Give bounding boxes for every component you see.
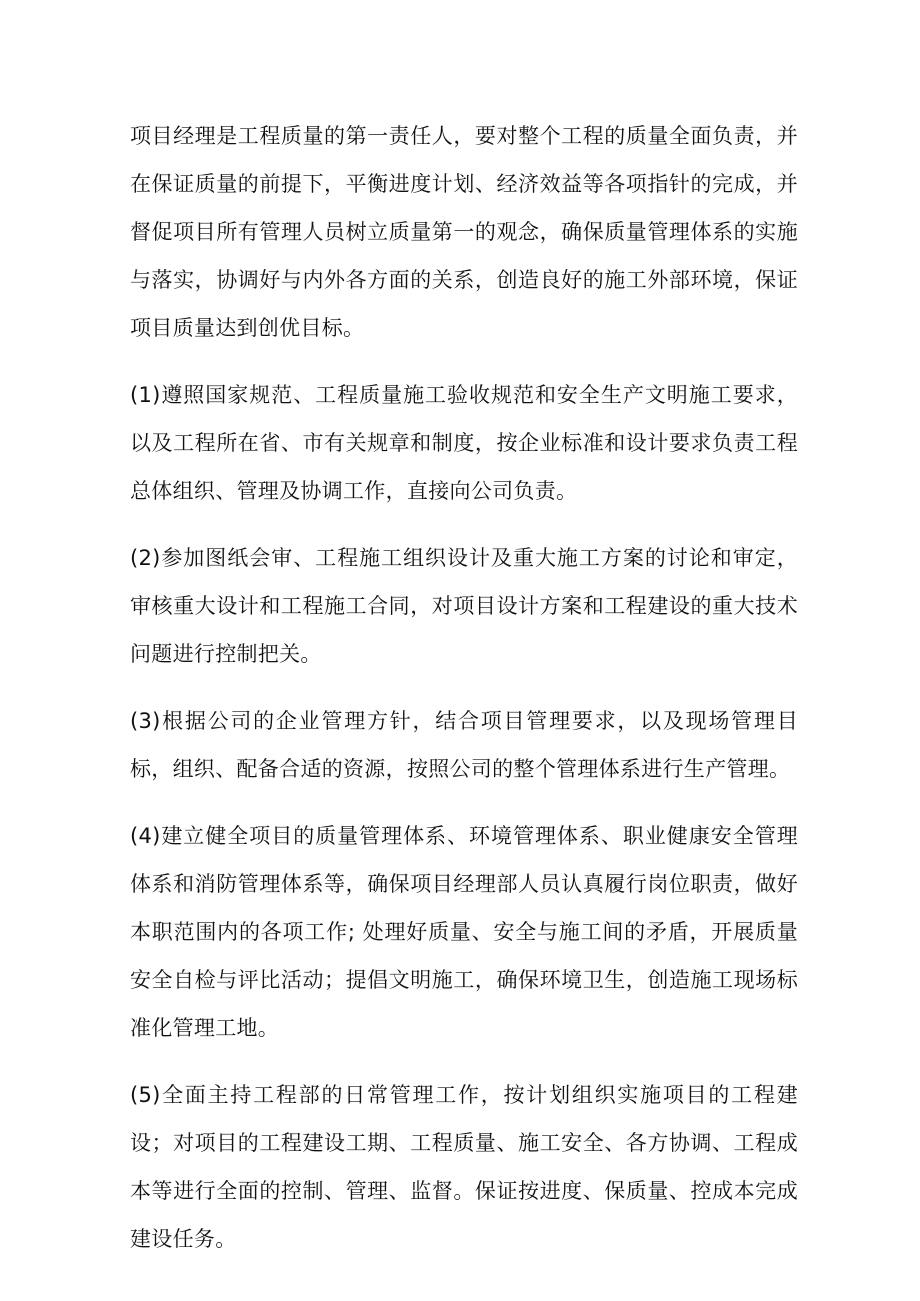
duty-item-4: (4)建立健全项目的质量管理体系、环境管理体系、职业健康安全管理体系和消防管理体系等，确保项目经理部人员认真履行岗位职责，做好本职范围内的各项工作; 处理好质量、安全与施工间的矛盾，开展质量安全自检与评比活动；提倡文明施工，确保环境卫生，创造施工现场标准化管理工地。 xyxy=(130,824,798,1040)
intro-paragraph: 项目经理是工程质量的第一责任人，要对整个工程的质量全面负责，并在保证质量的前提下，平衡进度计划、经济效益等各项指针的完成，并督促项目所有管理人员树立质量第一的观念，确保质量管理体系的实施与落实，协调好与内外各方面的关系，创造良好的施工外部环境，保证项目质量达到创优目标。 xyxy=(130,124,798,340)
duty-item-3: (3)根据公司的企业管理方针，结合项目管理要求，以及现场管理目标，组织、配备合适的资源，按照公司的整个管理体系进行生产管理。 xyxy=(130,709,798,781)
duty-item-5: (5)全面主持工程部的日常管理工作，按计划组织实施项目的工程建设；对项目的工程建设工期、工程质量、施工安全、各方协调、工程成本等进行全面的控制、管理、监督。保证按进度、保质量、控成本完成建设任务。 xyxy=(130,1083,798,1251)
duty-item-1: (1)遵照国家规范、工程质量施工验收规范和安全生产文明施工要求，以及工程所在省、市有关规章和制度，按企业标准和设计要求负责工程总体组织、管理及协调工作，直接向公司负责。 xyxy=(130,383,798,503)
duty-item-2: (2)参加图纸会审、工程施工组织设计及重大施工方案的讨论和审定，审核重大设计和工程施工合同，对项目设计方案和工程建设的重大技术问题进行控制把关。 xyxy=(130,546,798,666)
document-body xyxy=(130,112,798,1282)
